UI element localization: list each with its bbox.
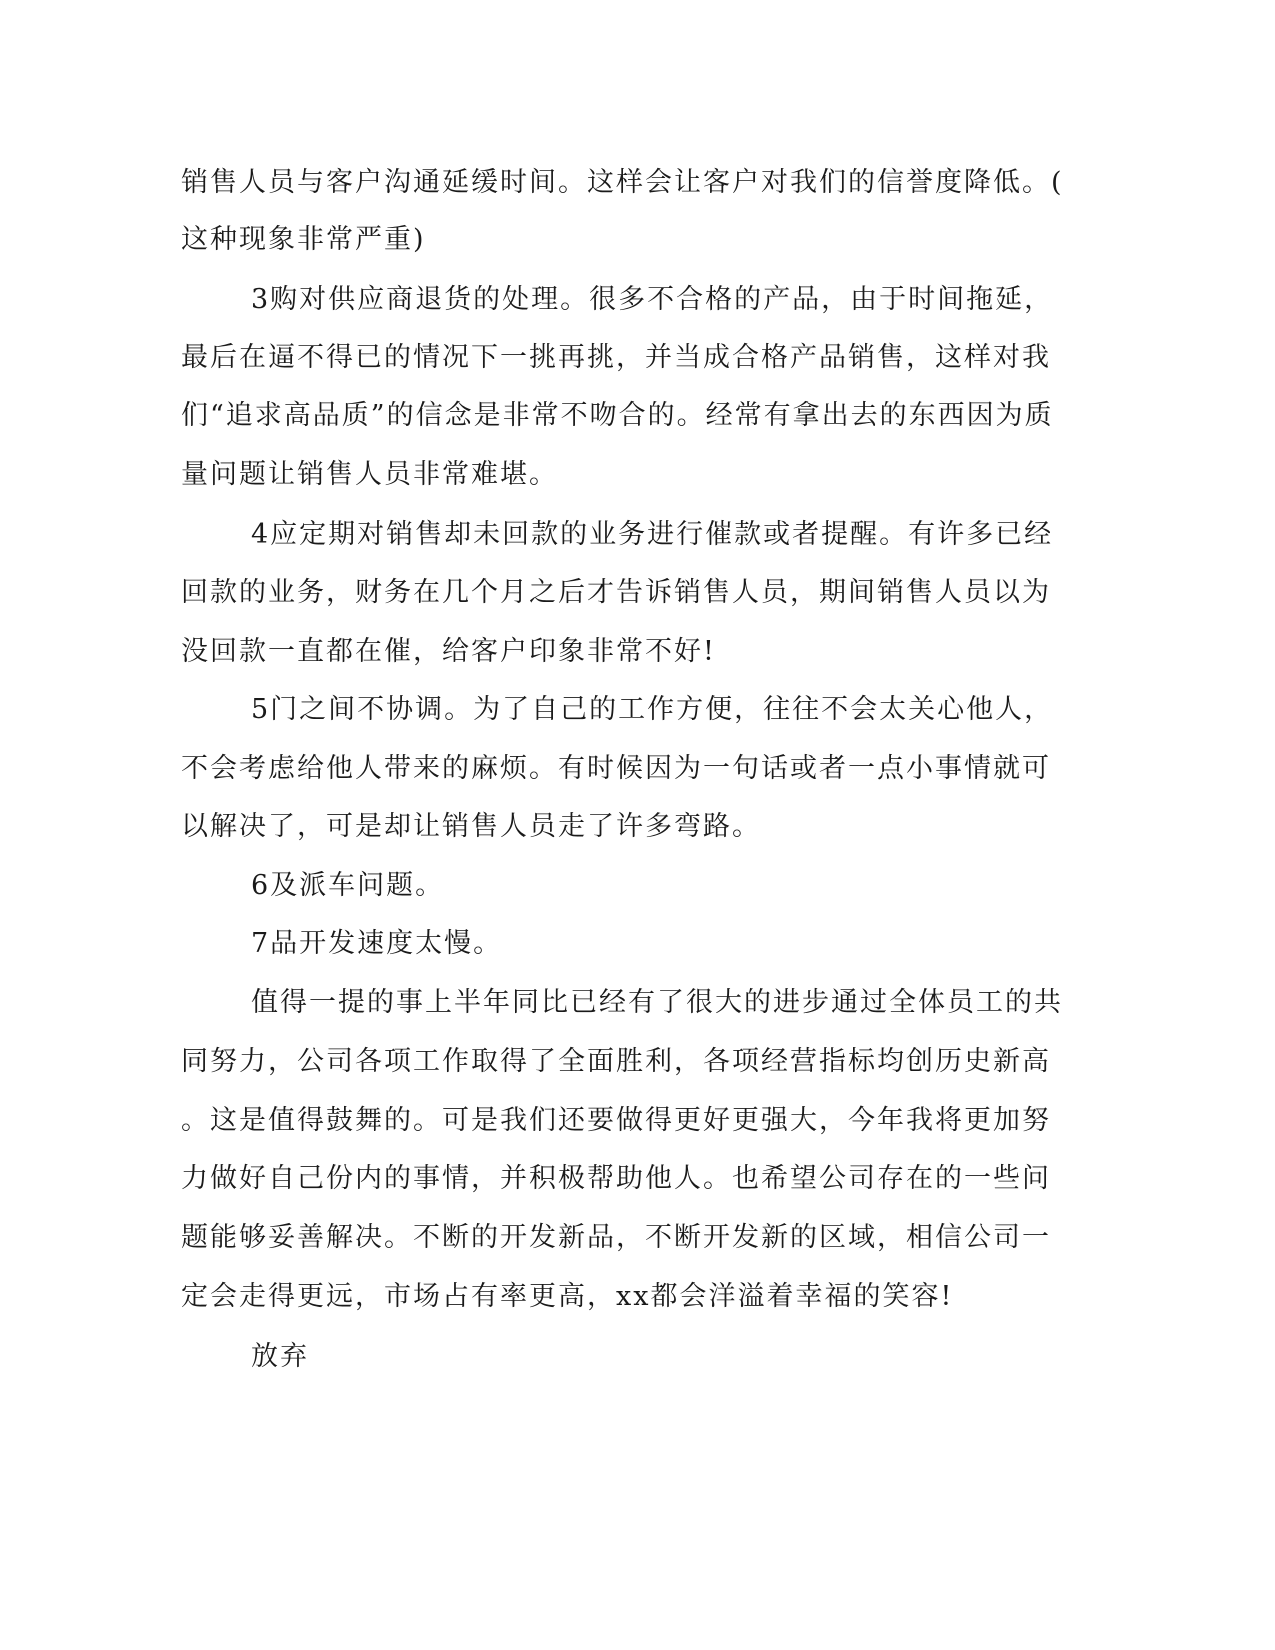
- text-line: 最后在逼不得已的情况下一挑再挑，并当成合格产品销售，这样对我: [181, 342, 1051, 373]
- text-line: 题能够妥善解决。不断的开发新品，不断开发新的区域，相信公司一: [181, 1222, 1051, 1253]
- paragraph-item-5: 5门之间不协调。为了自己的工作方便，往往不会太关心他人，: [251, 694, 1054, 725]
- text-line: 。这是值得鼓舞的。可是我们还要做得更好更强大，今年我将更加努: [181, 1105, 1051, 1136]
- text-line: 以解决了，可是却让销售人员走了许多弯路。: [181, 811, 761, 842]
- text-line: 同努力，公司各项工作取得了全面胜利，各项经营指标均创历史新高: [181, 1046, 1051, 1077]
- text-line: 们“追求高品质”的信念是非常不吻合的。经常有拿出去的东西因为质: [181, 400, 1054, 431]
- paragraph-item-6: 6及派车问题。: [251, 870, 445, 901]
- paragraph-summary: 值得一提的事上半年同比已经有了很大的进步通过全体员工的共: [251, 987, 1063, 1018]
- text-line: 力做好自己份内的事情，并积极帮助他人。也希望公司存在的一些问: [181, 1163, 1051, 1194]
- text-line: 回款的业务，财务在几个月之后才告诉销售人员，期间销售人员以为: [181, 577, 1051, 608]
- paragraph-item-7: 7品开发速度太慢。: [251, 928, 503, 959]
- text-line: 销售人员与客户沟通延缓时间。这样会让客户对我们的信誉度降低。(: [181, 167, 1064, 198]
- text-line: 没回款一直都在催，给客户印象非常不好!: [181, 636, 716, 667]
- text-line: 这种现象非常严重): [181, 224, 426, 255]
- text-line: 量问题让销售人员非常难堪。: [181, 459, 558, 490]
- paragraph-item-4: 4应定期对销售却未回款的业务进行催款或者提醒。有许多已经: [251, 519, 1054, 550]
- section-heading: 放弃: [251, 1341, 309, 1372]
- paragraph-item-3: 3购对供应商退货的处理。很多不合格的产品，由于时间拖延，: [251, 284, 1054, 315]
- text-line: 定会走得更远，市场占有率更高，xx都会洋溢着幸福的笑容!: [181, 1281, 954, 1312]
- text-line: 不会考虑给他人带来的麻烦。有时候因为一句话或者一点小事情就可: [181, 753, 1051, 784]
